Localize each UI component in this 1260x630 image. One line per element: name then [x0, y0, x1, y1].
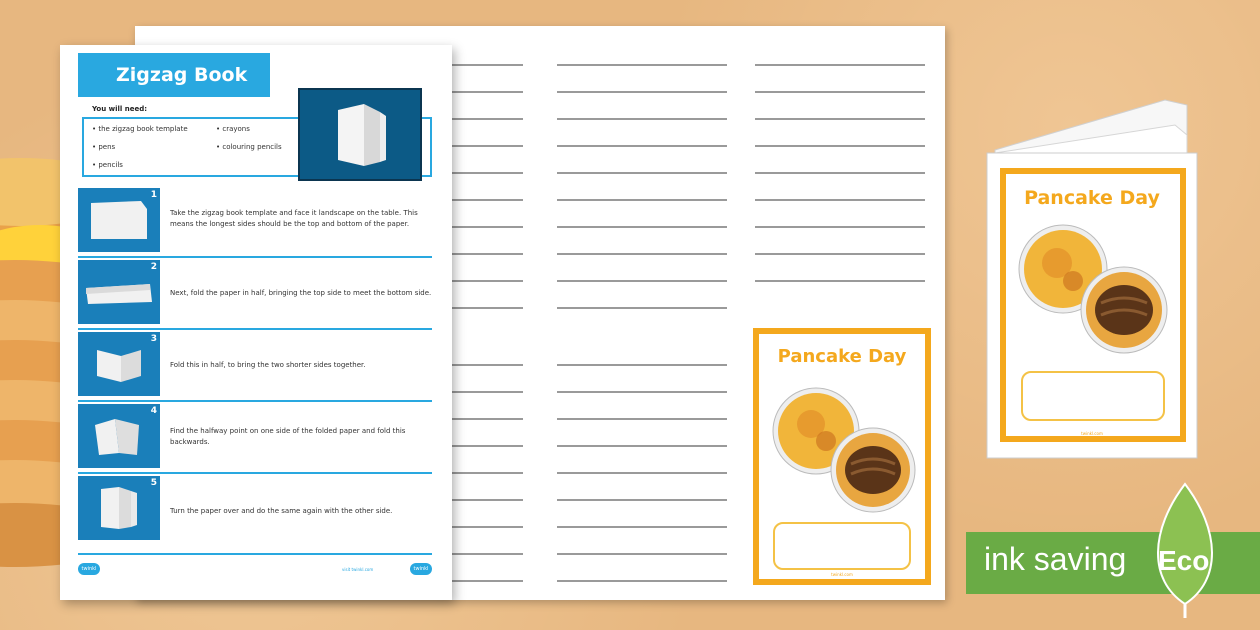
material-item: • pencils: [92, 161, 123, 169]
cover-title: Pancake Day: [777, 346, 907, 367]
ruled-line: [557, 364, 727, 366]
step-3: [78, 332, 432, 404]
step-text: Fold this in half, to bring the two shorter sides together.: [170, 361, 366, 369]
lined-column-2: [557, 26, 727, 600]
ruled-line: [557, 418, 727, 420]
step-4-photo: [78, 404, 160, 468]
ruled-line: [443, 445, 523, 447]
ruled-line: [557, 580, 727, 582]
divider: [78, 328, 432, 330]
ruled-line: [557, 91, 727, 93]
you-will-need-label: You will need:: [92, 105, 148, 113]
step-1-photo: [78, 188, 160, 252]
ruled-line: [557, 253, 727, 255]
ruled-line: [557, 499, 727, 501]
folded-paper-icon: [330, 100, 390, 170]
ruled-line: [755, 199, 925, 201]
ruled-line: [557, 64, 727, 66]
divider: [78, 472, 432, 474]
cover-url: twinkl.com: [831, 572, 853, 577]
ruled-line: [557, 391, 727, 393]
instruction-sheet: [60, 45, 452, 600]
ruled-line: [557, 553, 727, 555]
ruled-line: [443, 364, 523, 366]
zigzag-book-mockup: [975, 95, 1200, 465]
step-text: Turn the paper over and do the same again with the other side.: [170, 507, 393, 515]
ruled-line: [443, 280, 523, 282]
divider: [78, 256, 432, 258]
ruled-line: [755, 280, 925, 282]
ruled-line: [443, 253, 523, 255]
ruled-line: [557, 226, 727, 228]
name-box: [1021, 371, 1165, 421]
step-5-photo: [78, 476, 160, 540]
ruled-line: [443, 580, 523, 582]
ruled-line: [443, 172, 523, 174]
ruled-line: [755, 226, 925, 228]
ruled-line: [443, 118, 523, 120]
divider: [78, 400, 432, 402]
ruled-line: [557, 280, 727, 282]
material-item: • crayons: [216, 125, 250, 133]
step-number: 4: [150, 406, 157, 416]
step-4: [78, 404, 432, 476]
step-text: Find the halfway point on one side of the folded paper and fold this backwards.: [170, 427, 406, 446]
twinkl-logo: twinkl: [78, 563, 100, 575]
book-url: twinkl.com: [1081, 431, 1103, 436]
ruled-line: [443, 418, 523, 420]
ruled-line: [557, 145, 727, 147]
ruled-line: [557, 526, 727, 528]
step-3-photo: [78, 332, 160, 396]
ruled-line: [755, 118, 925, 120]
step-text: Next, fold the paper in half, bringing the top side to meet the bottom side.: [170, 289, 432, 297]
folded-paper-icon: [84, 272, 154, 312]
ruled-line: [557, 472, 727, 474]
chocolate-pancake-icon: [829, 426, 917, 514]
ruled-line: [443, 499, 523, 501]
step-1: [78, 188, 432, 260]
ruled-line: [443, 199, 523, 201]
eco-word: Eco: [1158, 545, 1210, 576]
step-2-photo: [78, 260, 160, 324]
ruled-line: [755, 172, 925, 174]
ink-saving-label: ink saving: [984, 541, 1127, 577]
ruled-line: [443, 391, 523, 393]
name-box: [773, 522, 911, 570]
pancake-day-cover: [753, 328, 931, 585]
ruled-line: [557, 199, 727, 201]
folded-paper-icon: [87, 197, 151, 243]
ruled-line: [443, 553, 523, 555]
footer-divider: [78, 553, 432, 555]
step-text: Take the zigzag book template and face it landscape on the table. This means the longest sides should be the top and bottom of the paper.: [170, 209, 418, 228]
lined-column-1: [443, 26, 523, 600]
ruled-line: [443, 526, 523, 528]
step-number: 5: [150, 478, 157, 488]
footer-url: visit twinkl.com: [342, 567, 374, 572]
ruled-line: [443, 472, 523, 474]
ruled-line: [755, 64, 925, 66]
step-2: [78, 260, 432, 332]
ruled-line: [557, 307, 727, 309]
step-5: [78, 476, 432, 548]
material-item: • the zigzag book template: [92, 125, 188, 133]
folded-paper-icon: [91, 483, 147, 533]
lined-column-3: [755, 26, 925, 306]
ruled-line: [557, 118, 727, 120]
instruction-title: Zigzag Book: [78, 53, 270, 97]
ruled-line: [557, 172, 727, 174]
ruled-line: [443, 91, 523, 93]
ruled-line: [755, 91, 925, 93]
book-title: Pancake Day: [1024, 187, 1160, 209]
ruled-line: [557, 445, 727, 447]
ruled-line: [755, 253, 925, 255]
ruled-line: [443, 307, 523, 309]
ruled-line: [443, 64, 523, 66]
step-number: 1: [150, 190, 157, 200]
material-item: • pens: [92, 143, 116, 151]
zigzag-book-photo: [298, 88, 422, 181]
folded-paper-icon: [89, 342, 149, 386]
chocolate-pancake-icon: [1079, 265, 1169, 355]
ruled-line: [443, 226, 523, 228]
step-number: 2: [150, 262, 157, 272]
twinkl-logo: twinkl: [410, 563, 432, 575]
folded-paper-icon: [89, 413, 149, 459]
material-item: • colouring pencils: [216, 143, 282, 151]
step-number: 3: [150, 334, 157, 344]
ruled-line: [755, 145, 925, 147]
ruled-line: [443, 145, 523, 147]
